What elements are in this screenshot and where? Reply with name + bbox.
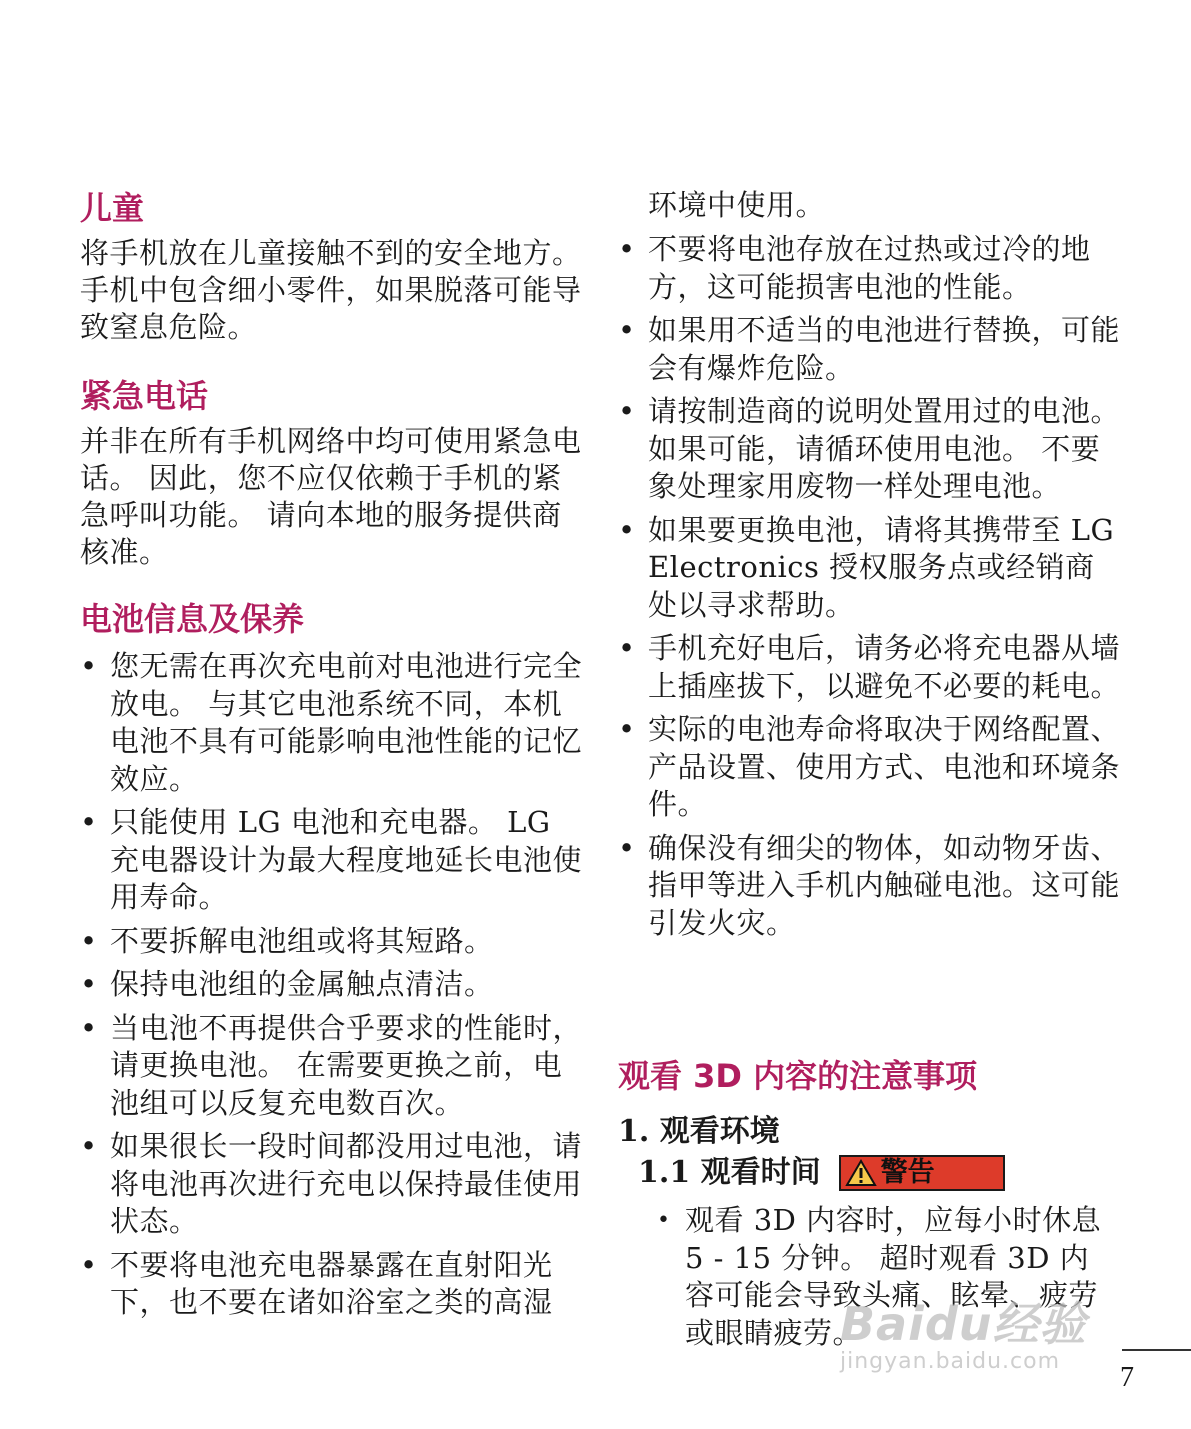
battery-item: • 不要拆解电池组或将其短路。 xyxy=(80,923,585,961)
battery-item: • 不要将电池充电器暴露在直射阳光下，也不要在诸如浴室之类的高湿 xyxy=(80,1247,585,1322)
viewing-time-list xyxy=(655,1202,1115,1352)
watermark-url: jingyan.baidu.com xyxy=(840,1349,1061,1374)
watermark-logo: Baidu经验 xyxy=(840,1297,1087,1351)
viewing-time-subheading: 1.1 观看时间 xyxy=(638,1155,821,1190)
battery-item: • 手机充好电后，请务必将充电器从墙上插座拔下，以避免不必要的耗电。 xyxy=(618,630,1123,705)
battery-continuation: 环境中使用。 xyxy=(648,188,826,222)
battery-item: • 保持电池组的金属触点清洁。 xyxy=(80,966,585,1004)
battery-item: • 不要将电池存放在过热或过冷的地方，这可能损害电池的性能。 xyxy=(618,231,1123,306)
viewing-time-row xyxy=(638,1153,1005,1193)
battery-item: • 如果很长一段时间都没用过电池，请将电池再次进行充电以保持最佳使用状态。 xyxy=(80,1128,585,1241)
warning-label: 警告 xyxy=(880,1157,935,1188)
battery-item: • 您无需在再次充电前对电池进行完全放电。 与其它电池系统不同，本机电池不具有可能影响电池性能的记忆效应。 xyxy=(80,648,585,798)
battery-item: • 只能使用 LG 电池和充电器。 LG 充电器设计为最大程度地延长电池使用寿命。 xyxy=(80,804,585,917)
children-body: 将手机放在儿童接触不到的安全地方。 手机中包含细小零件，如果脱落可能导致窒息危险。 xyxy=(80,236,582,344)
battery-item: • 实际的电池寿命将取决于网络配置、产品设置、使用方式、电池和环境条件。 xyxy=(618,711,1123,824)
emergency-heading: 紧急电话 xyxy=(80,377,209,415)
children-heading: 儿童 xyxy=(80,189,145,227)
battery-heading: 电池信息及保养 xyxy=(80,600,305,638)
battery-item: • 当电池不再提供合乎要求的性能时，请更换电池。 在需要更换之前，电池组可以反复充电数百次。 xyxy=(80,1010,585,1123)
warning-triangle-icon xyxy=(845,1159,877,1187)
page-number: 7 xyxy=(1120,1362,1134,1393)
warning-badge xyxy=(839,1155,1005,1191)
viewing-environment-subheading: 1. 观看环境 xyxy=(618,1114,780,1149)
emergency-body: 并非在所有手机网络中均可使用紧急电话。 因此，您不应仅依赖于手机的紧急呼叫功能。 请向本地的服务提供商核准。 xyxy=(80,424,582,569)
3d-heading: 观看 3D 内容的注意事项 xyxy=(618,1057,978,1095)
battery-item: • 如果要更换电池，请将其携带至 LG Electronics 授权服务点或经销商处以寻求帮助。 xyxy=(618,512,1123,625)
footer-rule xyxy=(1122,1349,1191,1351)
battery-list-continued xyxy=(618,231,1123,948)
battery-item: • 确保没有细尖的物体，如动物牙齿、指甲等进入手机内触碰电池。这可能引发火灾。 xyxy=(618,830,1123,943)
battery-item: • 请按制造商的说明处置用过的电池。 如果可能，请循环使用电池。 不要象处理家用废物一样处理电池。 xyxy=(618,393,1123,506)
battery-list xyxy=(80,648,585,1328)
viewing-time-item: • 观看 3D 内容时，应每小时休息 5 - 15 分钟。 超时观看 3D 内容可能会导致头痛、眩晕、疲劳或眼睛疲劳。 xyxy=(655,1202,1115,1352)
battery-item: • 如果用不适当的电池进行替换，可能会有爆炸危险。 xyxy=(618,312,1123,387)
